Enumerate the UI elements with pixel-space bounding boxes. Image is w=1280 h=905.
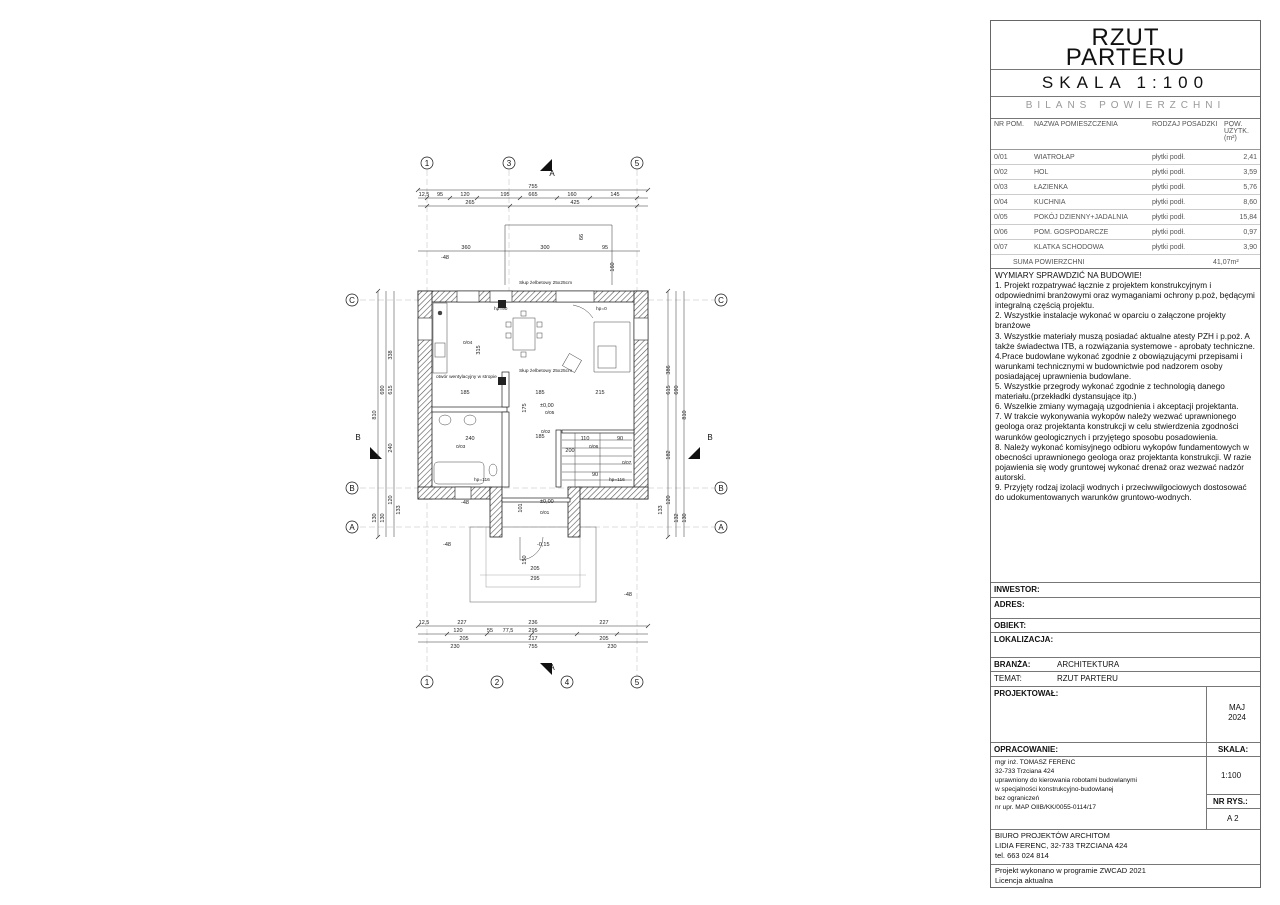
dim-text: 240 xyxy=(388,443,394,453)
room-tag: 0/05 xyxy=(545,411,555,416)
dim-text: 240 xyxy=(465,436,475,442)
level-text: ±0,00 xyxy=(540,499,554,505)
wall-kitchen-bath xyxy=(432,407,507,412)
table-cell: HOL xyxy=(1031,165,1149,180)
dim-text: 130 xyxy=(372,513,378,523)
divider xyxy=(991,671,1260,672)
table-cell: płytki podł. xyxy=(1149,240,1221,255)
dim-text: 185 xyxy=(535,434,545,440)
room-tag: 0/06 xyxy=(589,445,599,450)
text-line: LIDIA FERENC, 32-733 TRZCIANA 424 xyxy=(995,841,1128,850)
dim-text: 120 xyxy=(453,628,463,634)
dining-table xyxy=(513,318,535,350)
table-cell: 0/06 xyxy=(991,225,1031,240)
text-line: Licencja aktualna xyxy=(995,876,1053,885)
dim-text: 120 xyxy=(666,495,672,505)
divider xyxy=(991,864,1260,865)
dim-text: 133 xyxy=(396,505,402,515)
table-cell: 0/01 xyxy=(991,150,1031,165)
dim-text: 160 xyxy=(567,192,577,198)
bathroom-fixtures xyxy=(434,415,497,484)
text-line: bez ograniczeń xyxy=(995,795,1040,802)
dim-text: 217 xyxy=(528,636,538,642)
dim-text: 77,5 xyxy=(502,628,514,634)
axis-label: C xyxy=(349,296,355,305)
section-label: B xyxy=(707,433,713,442)
dim-text: 230 xyxy=(450,644,460,650)
table-cell: POM. GOSPODARCZE xyxy=(1031,225,1149,240)
entrance-terrace xyxy=(470,527,596,602)
divider xyxy=(991,742,1260,743)
dim-text: 95 xyxy=(436,192,444,198)
room-rows xyxy=(991,150,1260,255)
dim-text: 66 xyxy=(579,233,585,241)
dim-text: 615 xyxy=(388,385,394,395)
chair xyxy=(521,352,526,357)
table-header-row xyxy=(991,119,1260,150)
sum-value: 41,07m² xyxy=(1213,259,1239,266)
divider xyxy=(991,582,1260,583)
room-tag: 0/01 xyxy=(540,511,550,516)
table-cell: 0/04 xyxy=(991,195,1031,210)
wall-north xyxy=(418,291,648,302)
dim-text: 200 xyxy=(565,448,575,454)
table-cell: płytki podł. xyxy=(1149,210,1221,225)
table-cell: ŁAZIENKA xyxy=(1031,180,1149,195)
dim-texts-bottom xyxy=(419,620,617,650)
column-2 xyxy=(498,377,506,385)
table-cell: 3,90 xyxy=(1221,240,1260,255)
title-block xyxy=(990,20,1261,888)
dim-text: 227 xyxy=(599,620,609,626)
drawing-no-label: NR RYS.: xyxy=(1213,797,1248,806)
note-line: WYMIARY SPRAWDZIĆ NA BUDOWIE! xyxy=(995,271,1142,280)
terrace-door xyxy=(556,291,594,302)
axis-label: A xyxy=(718,523,724,532)
col-header: RODZAJ POSADZKI xyxy=(1149,119,1221,150)
axis-label: 4 xyxy=(564,678,570,687)
axis-label: 5 xyxy=(634,159,640,168)
washbasin xyxy=(464,415,476,425)
date: MAJ 2024 xyxy=(1228,703,1246,722)
dim-text: 160 xyxy=(610,262,616,272)
living-furniture xyxy=(562,305,630,373)
dim-text: 236 xyxy=(528,620,538,626)
section-label: B xyxy=(355,433,361,442)
table-cell: 3,59 xyxy=(1221,165,1260,180)
chair xyxy=(537,322,542,327)
dim-text: 95 xyxy=(601,245,609,251)
dim-text: 120 xyxy=(388,495,394,505)
dim-text: 295 xyxy=(530,576,540,582)
chair xyxy=(521,311,526,316)
table-cell: 0/07 xyxy=(991,240,1031,255)
dim-text: 615 xyxy=(666,385,672,395)
dim-text: 185 xyxy=(535,390,545,396)
wall-south-west xyxy=(418,487,490,499)
level-text: ±0,00 xyxy=(540,403,554,409)
chair xyxy=(537,333,542,338)
note-line: 1. Projekt rozpatrywać łącznie z projektem konstrukcyjnym i odpowiednimi branżowymi oraz wymaganiami ochrony p.poż, będącymi integralną częścią projektu. xyxy=(995,281,1255,311)
dim-text: 230 xyxy=(607,644,617,650)
washbasin xyxy=(439,415,451,425)
note-line: 3. Wszystkie materiały muszą posiadać aktualne atesty PZH i p.poż. A także świadectwa ITB, a rozwiązania systemowe - aprobaty techniczne. xyxy=(995,331,1255,351)
door-swing xyxy=(573,305,593,318)
software-block xyxy=(995,866,1146,886)
divider xyxy=(991,69,1260,70)
axis-label: B xyxy=(349,484,355,493)
note-line: 6. Wszelkie zmiany wymagają uzgodnienia i akceptacji projektanta. xyxy=(995,402,1239,412)
dim-text: 690 xyxy=(380,385,386,395)
room-tag: 0/02 xyxy=(541,430,551,435)
col-header: NR POM. xyxy=(991,119,1031,150)
note-line: 2. Wszystkie instalacje wykonać w oparciu o załączone projekty branżowe xyxy=(995,311,1226,331)
table-row xyxy=(991,240,1260,255)
dim-text: 90 xyxy=(591,472,599,478)
table-row xyxy=(991,210,1260,225)
dim-text: 110 xyxy=(580,436,590,442)
axis-markers xyxy=(346,157,727,688)
level-marks xyxy=(537,403,554,548)
dim-text: 300 xyxy=(540,245,550,251)
table-cell: płytki podł. xyxy=(1149,180,1221,195)
dim-text: 227 xyxy=(457,620,467,626)
sum-label: SUMA POWIERZCHNI xyxy=(1013,259,1085,266)
topic-label: TEMAT: xyxy=(994,674,1022,683)
dim-text: 12,5 xyxy=(418,192,430,198)
text-line: w specjalności konstrukcyjno-budowlanej xyxy=(995,786,1114,793)
table-cell: 8,60 xyxy=(1221,195,1260,210)
scale-label: SKALA: xyxy=(1218,745,1249,754)
dim-texts-top xyxy=(419,184,620,272)
hp-label: hp=90 xyxy=(494,307,508,312)
note-line: 8. Należy wykonać komisyjnego odbioru wykopów fundamentowych w obecności uprawnionego geologa oraz projektanta konstrukcji. W razie pojawienia się wody gruntowej wykonać drenaż oraz wezwać nadzór autorski. xyxy=(995,442,1252,482)
wall-vestibule xyxy=(502,498,570,502)
room-tag: 0/04 xyxy=(463,341,473,346)
dim-text: 810 xyxy=(372,410,378,420)
sofa xyxy=(594,322,630,372)
text-line: BIURO PROJEKTÓW ARCHITOM xyxy=(995,831,1110,840)
note-line: 7. W trakcie wykonywania wykopów należy wezwać uprawnionego geologa oraz projektanta konstrukcji w celu stwierdzenia zgodności warunków geologicznych i przyjętego sposobu posadowienia. xyxy=(995,412,1239,442)
window-bath xyxy=(455,487,471,499)
dim-text: 182 xyxy=(666,450,672,460)
author-block xyxy=(995,758,1137,812)
table-cell: płytki podł. xyxy=(1149,225,1221,240)
chair xyxy=(506,322,511,327)
table-cell: 0/05 xyxy=(991,210,1031,225)
dim-text: 195 xyxy=(500,192,510,198)
wall-bath-hall xyxy=(502,412,509,487)
dim-text: 810 xyxy=(682,410,688,420)
coffee-table xyxy=(598,346,616,368)
table-cell: KLATKA SCHODOWA xyxy=(1031,240,1149,255)
level-text: -48 xyxy=(443,542,451,548)
hp-label: hp=0 xyxy=(596,307,607,312)
dim-text: 101 xyxy=(518,503,524,513)
plan-labels xyxy=(436,280,625,483)
table-row xyxy=(991,165,1260,180)
axis-label: 1 xyxy=(424,678,430,687)
dim-text: 130 xyxy=(682,513,688,523)
drawing-no: A 2 xyxy=(1227,814,1239,823)
section-markers xyxy=(355,159,712,675)
branch-label: BRANŻA: xyxy=(994,660,1031,669)
hp-label: hp=116 xyxy=(474,478,490,483)
designed-label: PROJEKTOWAŁ: xyxy=(994,689,1059,698)
divider xyxy=(991,96,1260,97)
sink xyxy=(435,343,445,357)
wall-stairs xyxy=(556,430,561,487)
room-tag: 0/03 xyxy=(456,445,466,450)
axis-label: 1 xyxy=(424,159,430,168)
scale-value: 1:100 xyxy=(1221,771,1242,780)
section-arrow-b-right xyxy=(688,447,700,459)
window-east xyxy=(634,318,648,340)
topic-value: RZUT PARTERU xyxy=(1057,674,1118,683)
location-label: LOKALIZACJA: xyxy=(994,635,1054,644)
table-cell: płytki podł. xyxy=(1149,150,1221,165)
dim-text: 145 xyxy=(610,192,620,198)
note-line: 5. Wszystkie przegrody wykonać zgodnie z technologią danego materiału.(przekładki dystansujące itp.) xyxy=(995,382,1225,402)
table-cell: POKÓJ DZIENNY+JADALNIA xyxy=(1031,210,1149,225)
cooktop xyxy=(438,311,442,315)
axis-label: 2 xyxy=(494,678,500,687)
dining-set xyxy=(506,311,542,357)
dim-text: 132 xyxy=(674,513,680,523)
divider xyxy=(991,618,1260,619)
table-row xyxy=(991,225,1260,240)
branch-value: ARCHITEKTURA xyxy=(1057,660,1120,669)
dim-text: 205 xyxy=(459,636,469,642)
axis-label: C xyxy=(718,296,724,305)
table-row xyxy=(991,180,1260,195)
level-text: -48 xyxy=(441,255,449,261)
axis-label: 5 xyxy=(634,678,640,687)
axis-label: A xyxy=(349,523,355,532)
dim-text: 265 xyxy=(465,200,475,206)
hp-label: hp=116 xyxy=(609,478,625,483)
text-line: uprawniony do kierowania robotami budowlanymi xyxy=(995,777,1137,784)
office-block xyxy=(995,831,1127,861)
dim-text: 90 xyxy=(616,436,624,442)
dim-text: 295 xyxy=(528,628,538,634)
dim-text: 55 xyxy=(486,628,494,634)
divider xyxy=(991,686,1260,687)
text-line: Projekt wykonano w programie ZWCAD 2021 xyxy=(995,866,1146,875)
table-cell: 0,97 xyxy=(1221,225,1260,240)
dim-text: 215 xyxy=(595,390,605,396)
general-notes xyxy=(995,271,1257,503)
divider xyxy=(1206,808,1260,809)
text-line: nr upr. MAP OIIB/KK/0055-0114/17 xyxy=(995,804,1096,811)
text-line: tel. 663 024 814 xyxy=(995,851,1049,860)
dim-text: 690 xyxy=(674,385,680,395)
title-line-1: RZUT xyxy=(1091,24,1160,51)
divider xyxy=(991,268,1260,269)
dim-text: 205 xyxy=(599,636,609,642)
section-label: A xyxy=(549,169,555,178)
table-cell: płytki podł. xyxy=(1149,165,1221,180)
title-line-2: PARTERU xyxy=(1065,44,1186,71)
column-label: Słup żelbetowy 25x25cm xyxy=(519,281,573,286)
divider xyxy=(991,829,1260,830)
table-cell: WIATROŁAP xyxy=(1031,150,1149,165)
table-cell: 5,76 xyxy=(1221,180,1260,195)
room-tag: 0/07 xyxy=(622,461,632,466)
dim-text: 386 xyxy=(666,365,672,375)
wall-porch-west xyxy=(490,487,502,537)
dim-text: 12,5 xyxy=(418,620,430,626)
toilet xyxy=(489,464,497,476)
window-kitchen xyxy=(457,291,479,302)
object-label: OBIEKT: xyxy=(994,621,1026,630)
window-west xyxy=(418,318,432,340)
divider xyxy=(991,756,1260,757)
prepared-label: OPRACOWANIE: xyxy=(994,745,1058,754)
wall-stairs-top xyxy=(562,430,634,433)
divider xyxy=(991,632,1260,633)
dim-text: 755 xyxy=(528,184,538,190)
dim-text: 130 xyxy=(380,513,386,523)
wall-south-east xyxy=(578,487,648,499)
bilans-title: BILANS POWIERZCHNI xyxy=(1025,100,1226,111)
divider xyxy=(991,597,1260,598)
misc-dims xyxy=(443,345,632,598)
dim-text: 133 xyxy=(658,505,664,515)
table-cell: płytki podł. xyxy=(1149,195,1221,210)
title-scale: SKALA 1:100 xyxy=(1041,73,1210,92)
section-arrow-b-left xyxy=(370,447,382,459)
table-cell: 15,84 xyxy=(1221,210,1260,225)
divider xyxy=(1206,794,1260,795)
text-line: 32-733 Trzciana 424 xyxy=(995,768,1055,775)
address-label: ADRES: xyxy=(994,600,1025,609)
dim-text: 120 xyxy=(460,192,470,198)
dim-text: 205 xyxy=(530,566,540,572)
dim-text: 315 xyxy=(476,345,482,355)
room-area-table xyxy=(991,119,1260,255)
table-cell: 0/03 xyxy=(991,180,1031,195)
dim-text: 185 xyxy=(460,390,470,396)
vent-label: otwór wentylacyjny w stropie xyxy=(436,375,497,380)
note-line: 4.Prace budowlane wykonać zgodnie z obowiązującymi przepisami i warunkami technicznymi w budownictwie pod nadzorem osoby posiadającej uprawnienia budowlane. xyxy=(995,351,1243,381)
section-label: A xyxy=(549,663,555,672)
dim-text: 338 xyxy=(388,350,394,360)
dim-text: 425 xyxy=(570,200,580,206)
column-label: Słup żelbetowy 25x25cm xyxy=(519,369,573,374)
axis-label: B xyxy=(718,484,724,493)
dim-text: 360 xyxy=(461,245,471,251)
kitchen-furniture xyxy=(433,303,447,373)
dim-text: 755 xyxy=(528,644,538,650)
divider xyxy=(991,657,1260,658)
level-text: -48 xyxy=(461,500,469,506)
dim-text: 150 xyxy=(522,555,528,565)
level-text: -48 xyxy=(624,592,632,598)
col-header: POW. UŻYTK. (m²) xyxy=(1221,119,1260,150)
table-row xyxy=(991,195,1260,210)
level-text: -0,15 xyxy=(537,542,550,548)
dim-text: 175 xyxy=(522,403,528,413)
table-cell: 0/02 xyxy=(991,165,1031,180)
table-cell: 2,41 xyxy=(1221,150,1260,165)
axis-label: 3 xyxy=(506,159,512,168)
dim-text: 665 xyxy=(528,192,538,198)
note-line: 9. Przyjęty rodzaj izolacji wodnych i przeciwwilgociowych dostosować do udokumentowanych warunków gruntowo-wodnych. xyxy=(995,482,1247,503)
table-row xyxy=(991,150,1260,165)
chair xyxy=(506,333,511,338)
wall-porch-east xyxy=(568,487,580,537)
investor-label: INWESTOR: xyxy=(994,585,1040,594)
col-header: NAZWA POMIESZCZENIA xyxy=(1031,119,1149,150)
table-cell: KUCHNIA xyxy=(1031,195,1149,210)
text-line: mgr inż. TOMASZ FERENC xyxy=(995,759,1076,766)
